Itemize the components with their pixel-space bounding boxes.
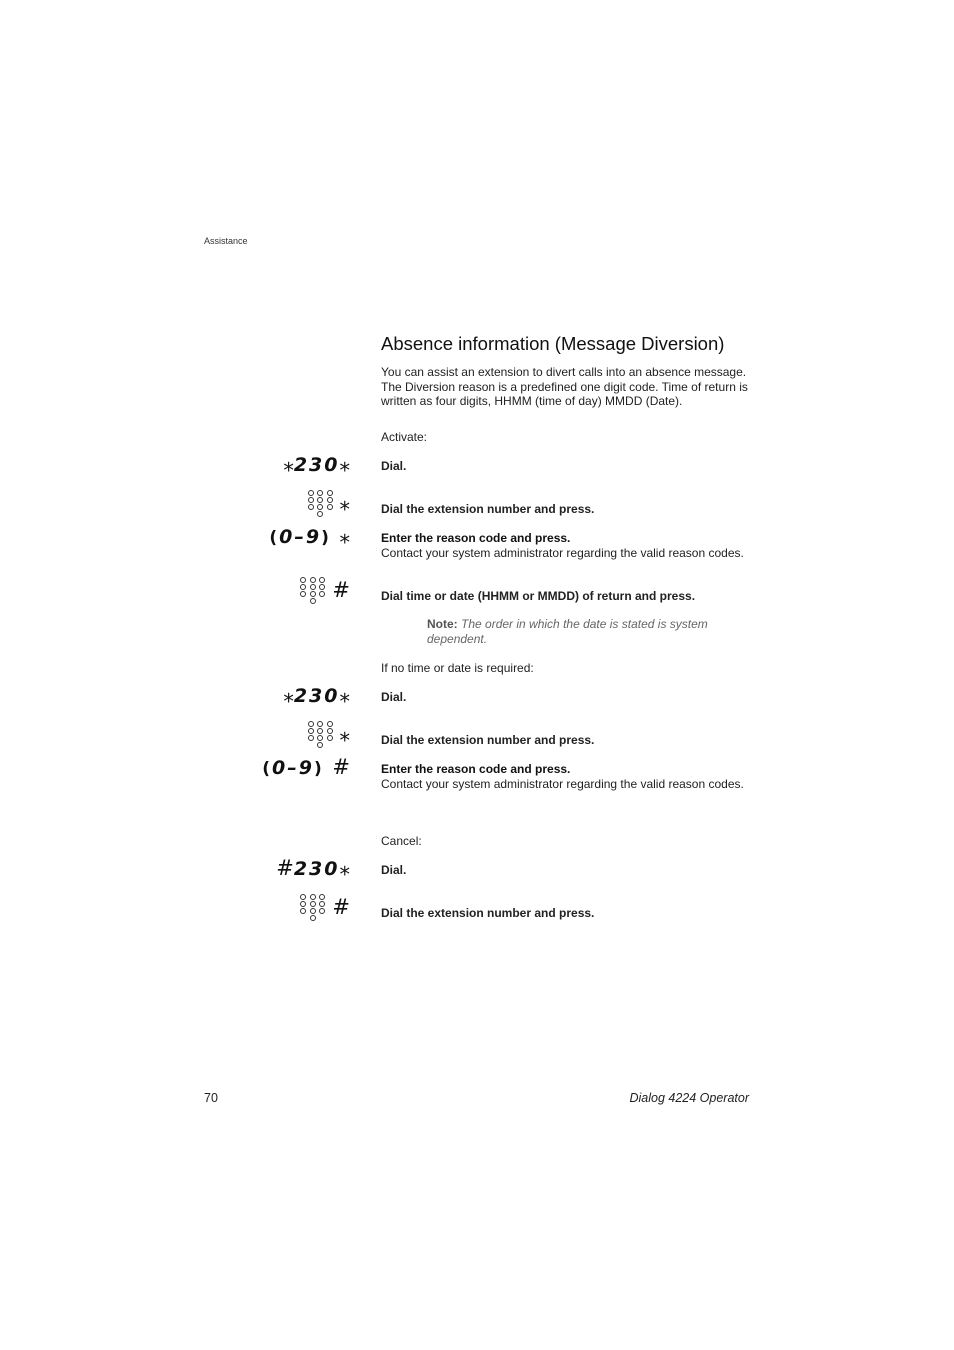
note-box — [427, 617, 737, 647]
cancel-dial-code — [276, 856, 350, 880]
star-key-icon: ⁎ — [283, 452, 294, 476]
no-time-step-extension: Dial the extension number and press. — [381, 733, 595, 747]
reason-range: 0–9 — [279, 526, 322, 548]
step-title: Enter the reason code and press. — [381, 531, 571, 545]
hash-key-icon: # — [332, 578, 350, 602]
no-time-dial-code — [283, 683, 350, 707]
step-title: Enter the reason code and press. — [381, 762, 571, 776]
cancel-label: Cancel: — [381, 834, 422, 848]
hash-key-icon: # — [276, 856, 294, 880]
step-text: Contact your system administrator regarding the valid reason codes. — [381, 776, 744, 791]
activate-label: Activate: — [381, 430, 428, 444]
activate-keypad-hash — [299, 577, 350, 604]
cancel-step-extension: Dial the extension number and press. — [381, 906, 595, 920]
no-time-keypad-star — [307, 721, 351, 748]
star-key-icon: ⁎ — [339, 856, 350, 880]
star-key-icon: ⁎ — [283, 683, 294, 707]
note-label: Note: — [427, 617, 458, 631]
no-time-reason-code: (0–9) # — [262, 755, 350, 779]
reason-range: 0–9 — [272, 757, 314, 779]
page-title: Absence information (Message Diversion) — [381, 333, 725, 354]
cancel-keypad-hash — [299, 894, 350, 921]
activate-step-reason — [381, 531, 753, 560]
star-key-icon: ⁎ — [339, 524, 350, 548]
code-digits: 230 — [293, 685, 340, 707]
activate-dial-code — [283, 452, 350, 476]
cancel-step-dial: Dial. — [381, 863, 407, 877]
intro-paragraph: You can assist an extension to divert calls into an absence message. The Diversion reason is a predefined one digit code. Time of return is written as four digits, HHMM (time of day) MMDD (Date). — [381, 365, 748, 409]
hash-key-icon: # — [332, 755, 350, 779]
star-key-icon: ⁎ — [339, 683, 350, 707]
keypad-icon — [307, 490, 334, 517]
section-header: Assistance — [204, 236, 248, 246]
note-text: The order in which the date is stated is system dependent. — [427, 617, 708, 646]
keypad-icon — [307, 721, 334, 748]
code-digits: 230 — [293, 454, 340, 476]
activate-reason-code: (0–9) ⁎ — [269, 524, 350, 548]
star-key-icon: ⁎ — [339, 452, 350, 476]
activate-keypad-star — [307, 490, 351, 517]
no-time-step-reason — [381, 762, 753, 791]
star-key-icon: ⁎ — [339, 722, 350, 746]
hash-key-icon: # — [332, 895, 350, 919]
activate-step-extension: Dial the extension number and press. — [381, 502, 595, 516]
keypad-icon — [299, 894, 326, 921]
no-time-label: If no time or date is required: — [381, 661, 534, 675]
keypad-icon — [299, 577, 326, 604]
code-digits: 230 — [293, 858, 340, 880]
activate-step-time: Dial time or date (HHMM or MMDD) of return and press. — [381, 589, 696, 603]
star-key-icon: ⁎ — [339, 491, 350, 515]
product-name: Dialog 4224 Operator — [629, 1091, 749, 1105]
no-time-step-dial: Dial. — [381, 690, 407, 704]
activate-step-dial: Dial. — [381, 459, 407, 473]
step-text: Contact your system administrator regarding the valid reason codes. — [381, 545, 744, 560]
page-number: 70 — [204, 1091, 218, 1105]
